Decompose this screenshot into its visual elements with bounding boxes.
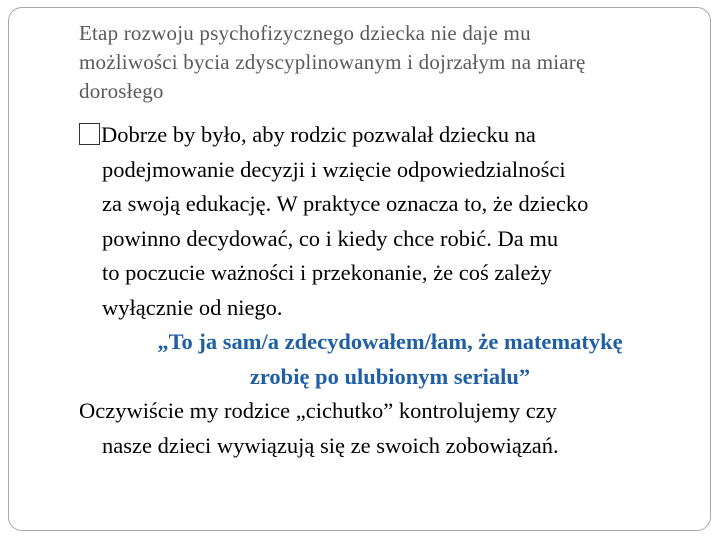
quote-line: zrobię po ulubionym serialu” bbox=[249, 363, 531, 389]
paragraph-line: powinno decydować, co i kiedy chce robić. Da mu bbox=[102, 225, 559, 251]
paragraph-line: za swoją edukację. W praktyce oznacza to, że dziecko bbox=[102, 191, 589, 216]
slide-title bbox=[79, 19, 679, 106]
quote-block bbox=[79, 325, 689, 394]
missing-glyph-icon bbox=[79, 123, 100, 145]
paragraph-line: nasze dzieci wywiązują się ze swoich zobowiązań. bbox=[102, 432, 559, 458]
paragraph-line: Oczywiście my rodzice „cichutko” kontrolujemy czy bbox=[79, 398, 557, 423]
title-line: Etap rozwoju psychofizycznego dziecka nie daje mu bbox=[79, 21, 531, 45]
paragraph-line: wyłącznie od niego. bbox=[102, 294, 283, 320]
paragraph-line: podejmowanie decyzji i wzięcie odpowiedzialności bbox=[102, 156, 566, 182]
paragraph-line: Dobrze by było, aby rodzic pozwalał dziecku na bbox=[101, 122, 536, 147]
title-line: dorosłego bbox=[79, 79, 164, 103]
paragraph-2 bbox=[79, 394, 689, 463]
slide-body bbox=[79, 118, 689, 463]
paragraph-line: to poczucie ważności i przekonanie, że coś zależy bbox=[102, 260, 552, 285]
paragraph-1 bbox=[79, 118, 689, 325]
quote-line: „To ja sam/a zdecydowałem/łam, że matematykę bbox=[157, 329, 623, 354]
title-line: możliwości bycia zdyscyplinowanym i dojrzałym na miarę bbox=[79, 50, 586, 74]
